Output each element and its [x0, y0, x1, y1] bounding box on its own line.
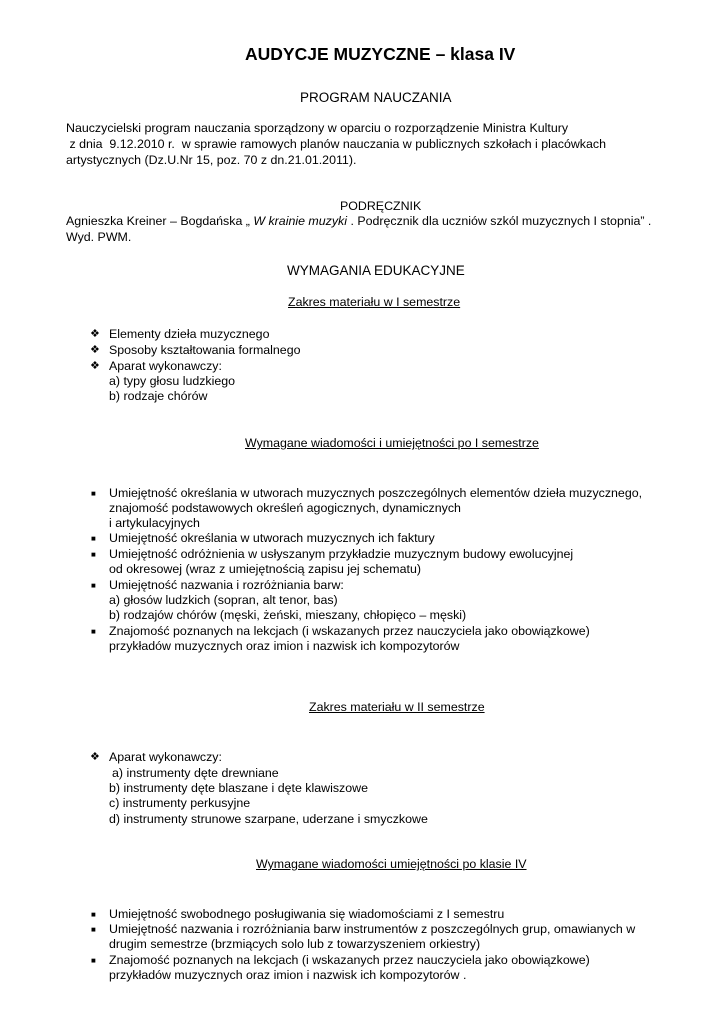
square-bullet-icon: ■: [91, 550, 96, 559]
skill-line-8: a) głosów ludzkich (sopran, alt tenor, bas): [109, 593, 338, 607]
skill-line-11: przykładów muzycznych oraz imion i nazwisk ich kompozytorów: [109, 639, 460, 653]
textbook-description: . Podręcznik dla uczniów szkól muzycznych I stopnia” .: [350, 214, 652, 228]
skill-line-2: znajomość podstawowych określeń agogicznych, dynamicznych: [109, 501, 461, 515]
grade-skill-line-1: Umiejętność swobodnego posługiwania się wiadomościami z I semestru: [109, 907, 505, 921]
semester2-heading: Zakres materiału w II semestrze: [309, 700, 485, 714]
semester1-skills-heading: Wymagane wiadomości i umiejętności po I semestrze: [245, 436, 539, 450]
textbook-heading: PODRĘCZNIK: [340, 199, 422, 213]
skill-line-6: od okresowej (wraz z umiejętnością zapisu jej schematu): [109, 562, 421, 576]
square-bullet-icon: ■: [91, 489, 96, 498]
page-title: AUDYCJE MUZYCZNE – klasa IV: [245, 44, 516, 64]
diamond-bullet-icon: ❖: [90, 328, 100, 340]
requirements-heading: WYMAGANIA EDUKACYJNE: [287, 263, 465, 278]
grade-skill-line-3: drugim semestrze (brzmiących solo lub z towarzyszeniem orkiestry): [109, 937, 481, 951]
square-bullet-icon: ■: [91, 910, 96, 919]
skill-line-9: b) rodzajów chórów (męski, żeński, mieszany, chłopięco – męski): [109, 608, 467, 622]
skill-line-1: Umiejętność określania w utworach muzycznych poszczególnych elementów dzieła muzycznego,: [109, 486, 643, 500]
grade-skill-line-4: Znajomość poznanych na lekcjach (i wskazanych przez nauczyciela jako obowiązkowe): [109, 953, 590, 967]
program-heading: PROGRAM NAUCZANIA: [300, 90, 452, 105]
textbook-line-1: [66, 214, 651, 230]
textbook-author: Agnieszka Kreiner – Bogdańska „: [66, 214, 250, 228]
semester2-subitem-4: d) instrumenty strunowe szarpane, uderzane i smyczkowe: [109, 812, 428, 826]
program-line-2: z dnia 9.12.2010 r. w sprawie ramowych planów nauczania w publicznych szkołach i placówkach: [66, 137, 606, 151]
square-bullet-icon: ■: [91, 534, 96, 543]
skill-line-7: Umiejętność nazwania i rozróżniania barw:: [109, 578, 344, 592]
semester1-item-2: Sposoby kształtowania formalnego: [109, 343, 301, 357]
program-line-3: artystycznych (Dz.U.Nr 15, poz. 70 z dn.21.01.2011).: [66, 153, 357, 167]
textbook-line-2: Wyd. PWM.: [66, 230, 132, 244]
square-bullet-icon: ■: [91, 627, 96, 636]
square-bullet-icon: ■: [91, 581, 96, 590]
semester1-subitem-2: b) rodzaje chórów: [109, 389, 208, 403]
semester2-subitem-2: b) instrumenty dęte blaszane i dęte klawiszowe: [109, 781, 368, 795]
square-bullet-icon: ■: [91, 925, 96, 934]
grade-skills-heading: Wymagane wiadomości umiejętności po klasie IV: [256, 857, 527, 871]
grade-skill-line-5: przykładów muzycznych oraz imion i nazwisk ich kompozytorów .: [109, 968, 467, 982]
diamond-bullet-icon: ❖: [90, 344, 100, 356]
diamond-bullet-icon: ❖: [90, 751, 100, 763]
diamond-bullet-icon: ❖: [90, 360, 100, 372]
semester1-subitem-1: a) typy głosu ludzkiego: [109, 374, 236, 388]
textbook-title: W krainie muzyki: [249, 214, 351, 228]
semester2-subitem-1: a) instrumenty dęte drewniane: [112, 766, 279, 780]
square-bullet-icon: ■: [91, 956, 96, 965]
skill-line-4: Umiejętność określania w utworach muzycznych ich faktury: [109, 531, 435, 545]
skill-line-3: i artykulacyjnych: [109, 516, 200, 530]
semester1-item-1: Elementy dzieła muzycznego: [109, 327, 270, 341]
semester2-subitem-3: c) instrumenty perkusyjne: [109, 796, 251, 810]
program-line-1: Nauczycielski program nauczania sporządzony w oparciu o rozporządzenie Ministra Kultury: [66, 121, 569, 135]
skill-line-5: Umiejętność odróżnienia w usłyszanym przykładzie muzycznym budowy ewolucyjnej: [109, 547, 574, 561]
semester1-heading: Zakres materiału w I semestrze: [288, 295, 461, 309]
grade-skill-line-2: Umiejętność nazwania i rozróżniania barw instrumentów z poszczególnych grup, omawianych w: [109, 922, 636, 936]
semester2-item: Aparat wykonawczy:: [109, 750, 222, 764]
semester1-item-3: Aparat wykonawczy:: [109, 359, 222, 373]
skill-line-10: Znajomość poznanych na lekcjach (i wskazanych przez nauczyciela jako obowiązkowe): [109, 624, 590, 638]
